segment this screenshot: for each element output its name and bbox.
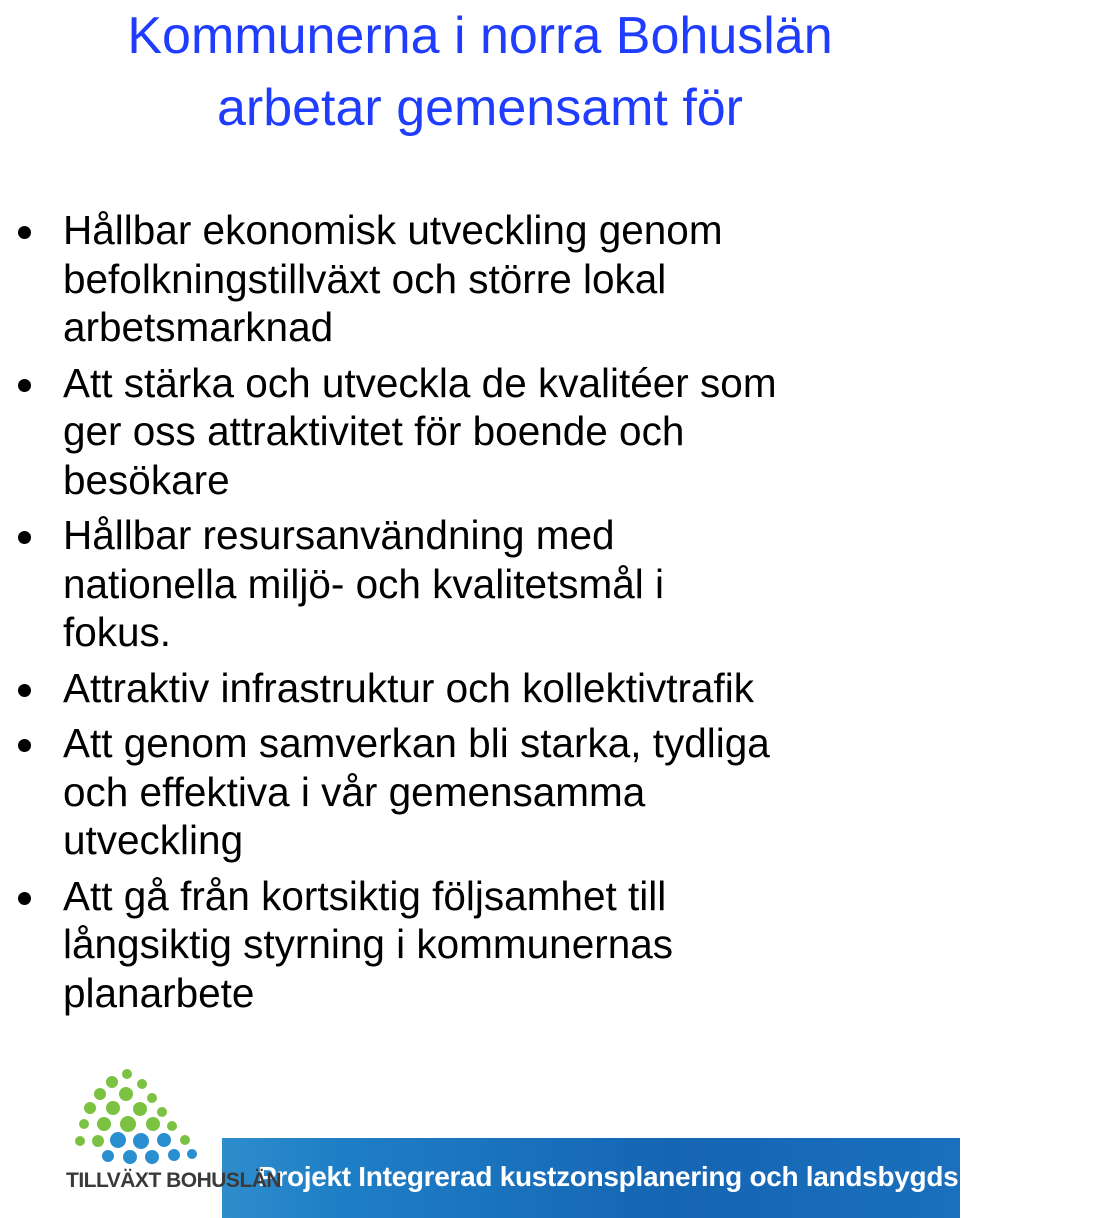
title-line-1: Kommunerna i norra Bohuslän — [127, 7, 833, 65]
bullet-line: Att genom samverkan bli starka, tydliga — [63, 720, 770, 766]
footer-project-title: Projekt Integrerad kustzonsplanering och landsbygdsutveckling — [258, 1161, 1094, 1192]
bullet-item — [0, 206, 960, 352]
bullet-line: Hållbar resursanvändning med — [63, 512, 615, 558]
bullet-dot-icon — [18, 739, 31, 752]
bullet-line: planarbete — [63, 969, 255, 1016]
bullet-line: fokus. — [63, 609, 172, 655]
bullet-list — [0, 206, 960, 1024]
bullet-item — [0, 872, 960, 1018]
bullet-item — [0, 359, 960, 505]
bullet-line: Attraktiv infrastruktur och kollektivtrafik — [63, 664, 754, 711]
bullet-line: nationella miljö- och kvalitetsmål i — [63, 560, 664, 607]
bullet-line: långsiktig styrning i kommunernas — [63, 921, 674, 967]
slide-title — [0, 0, 960, 144]
bullet-item — [0, 664, 960, 713]
logo-wordmark: TILLVÄXT BOHUSLÄN — [66, 1169, 282, 1192]
bullet-line: utveckling — [63, 817, 244, 863]
bullet-line: arbetsmarknad — [63, 304, 334, 350]
bullet-dot-icon — [18, 226, 31, 239]
bullet-line: och effektiva i vår gemensamma — [63, 768, 646, 815]
title-line-2: arbetar gemensamt för — [216, 79, 744, 137]
bullet-line: Att gå från kortsiktig följsamhet till — [63, 872, 667, 919]
tillvaxt-bohuslan-logo-icon — [0, 1062, 222, 1172]
bullet-line: besökare — [63, 456, 230, 503]
bullet-line: Att stärka och utveckla de kvalitéer som — [63, 359, 777, 406]
bullet-line: befolkningstillväxt och större lokal — [63, 255, 667, 302]
bullet-dot-icon — [18, 379, 31, 392]
bullet-item — [0, 719, 960, 865]
bullet-dot-icon — [18, 684, 31, 697]
bullet-dot-icon — [18, 531, 31, 544]
bullet-line: ger oss attraktivitet för boende och — [63, 408, 685, 454]
bullet-line: Hållbar ekonomisk utveckling genom — [63, 207, 723, 253]
bullet-dot-icon — [18, 892, 31, 905]
bullet-item — [0, 511, 960, 657]
